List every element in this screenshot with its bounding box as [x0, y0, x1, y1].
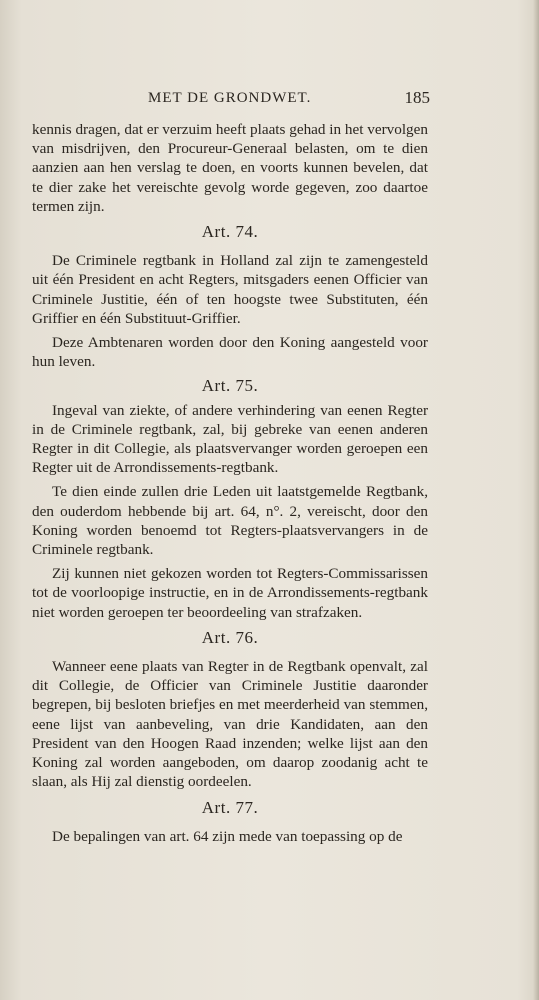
article-77-heading: Art. 77. [201, 797, 259, 817]
article-76-paragraph-1: Wanneer eene plaats van Regter in de Regtbank openvalt, zal dit Collegie, de Officier van Criminele Justitie daaronder begrepen, bij besloten briefjes en met meerderheid van stemmen, eene lijst van aanbeveling, van drie Kandidaten, aan den President van den Hoogen Raad inzenden; welke lijst aan den Koning zal worden aangeboden, om daarop zoodanig acht te slaan, als Hij zal dienstig oordeelen. [32, 658, 428, 791]
article-77-paragraph-1: De bepalingen van art. 64 zijn mede van toepassing op de [52, 827, 403, 845]
article-74-paragraph-2: Deze Ambtenaren worden door den Koning aangesteld voor hun leven. [32, 334, 428, 371]
article-75-paragraph-1: Ingeval van ziekte, of andere verhindering van eenen Regter in de Criminele regtbank, zal, bij gebreke van eenen anderen Regter in dit Collegie, als plaatsvervanger worden geroepen een Regter uit de Arrondissements-regtbank. [32, 401, 428, 477]
article-74-heading: Art. 74. [201, 222, 259, 242]
page-number: 185 [404, 88, 430, 107]
article-76-heading: Art. 76. [201, 627, 259, 647]
article-75-heading: Art. 75. [201, 376, 259, 396]
running-head: MET DE GRONDWET. [148, 90, 312, 106]
paragraph-continued: kennis dragen, dat er verzuim heeft plaats gehad in het vervolgen van misdrijven, den Procureur-Generaal belasten, om te dien aanzien aan hen verslag te doen, en voorts kunnen bevelen, dat te dier zake het vereischte gevolg worde gegeven, zoo daartoe termen zijn. [32, 121, 428, 215]
article-74-paragraph-1: De Criminele regtbank in Holland zal zijn te zamengesteld uit één President en acht Regters, mitsgaders eenen Officier van Criminele Justitie, één of ten hoogste twee Substituten, één Griffier en één Substituut-Griffier. [32, 252, 428, 327]
page-header [148, 88, 430, 110]
article-75-paragraph-3: Zij kunnen niet gekozen worden tot Regters-Commissarissen tot de voorloopige instructie, en in de Arrondissements-regtbank niet worden geroepen ter beoordeeling van strafzaken. [32, 565, 428, 621]
body-text [32, 120, 428, 851]
article-75-paragraph-2: Te dien einde zullen drie Leden uit laatstgemelde Regtbank, den ouderdom hebbende bij art. 64, n°. 2, vereischt, door den Koning worden benoemd tot Regters-plaatsvervangers in de Criminele regtbank. [32, 483, 428, 559]
